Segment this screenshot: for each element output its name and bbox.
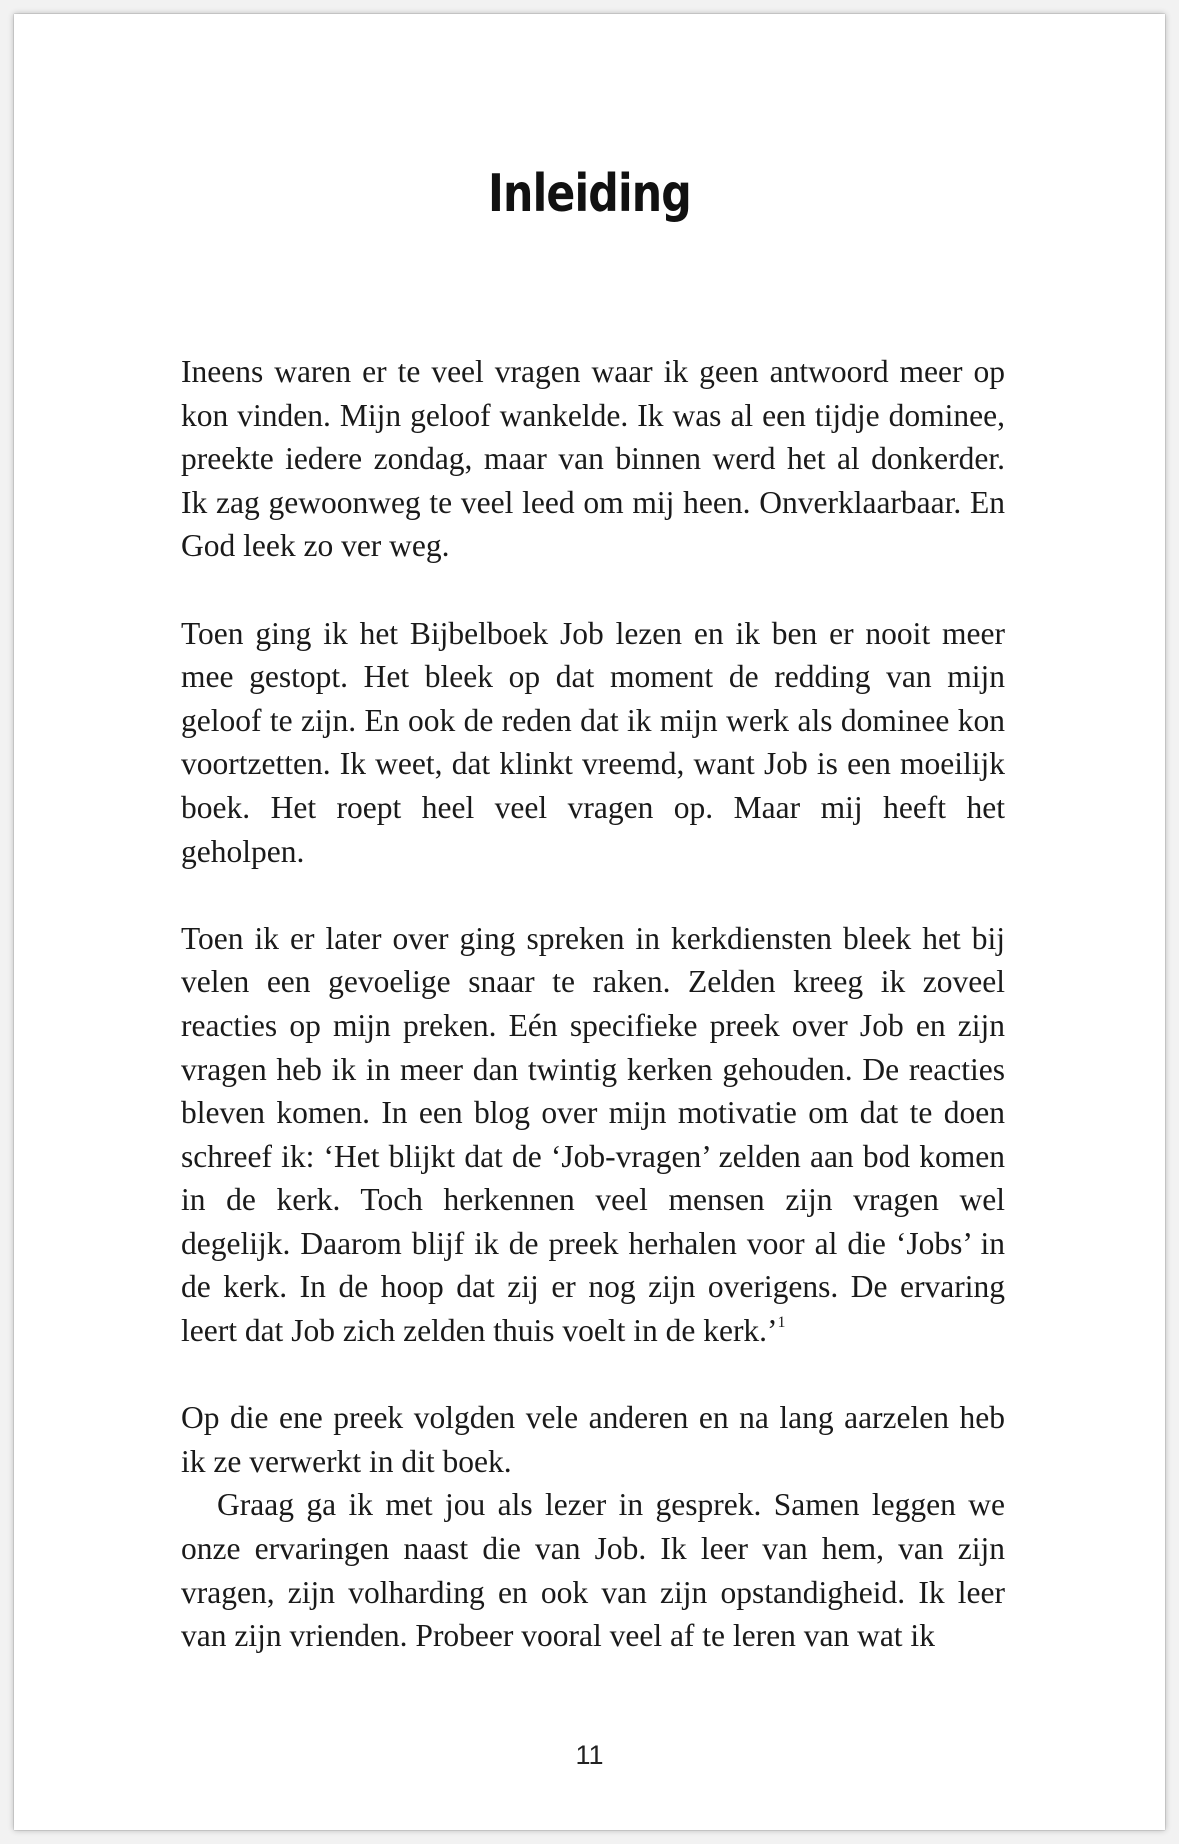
book-page	[14, 14, 1165, 1830]
paragraph-4: Op die ene preek volgden vele anderen en na lang aarzelen heb ik ze verwerkt in dit boek.	[181, 1400, 1005, 1479]
page-number: 11	[575, 1740, 604, 1770]
body-text	[181, 350, 1005, 1658]
paragraph-3-text: Toen ik er later over ging spreken in kerkdiensten bleek het bij velen een gevoelige snaar te raken. Zelden kreeg ik zoveel reacties op mijn preken. Eén specifieke preek over Job en zijn vragen heb ik in meer dan twintig kerken gehouden. De reacties bleven komen. In een blog over mijn motivatie om dat te doen schreef ik: ‘Het blijkt dat de ‘Job-vragen’ zelden aan bod komen in de kerk. Toch herkennen veel mensen zijn vragen wel degelijk. Daarom blijf ik de preek herhalen voor al die ‘Jobs’ in de kerk. In de hoop dat zij er nog zijn overigens. De ervaring leert dat Job zich zelden thuis voelt in de kerk.’	[181, 920, 1005, 1349]
paragraph-3	[181, 917, 1005, 1353]
paragraph-5: Graag ga ik met jou als lezer in gesprek. Samen leggen we onze ervaringen naast die van Job. Ik leer van hem, van zijn vragen, zijn volharding en ook van zijn opstandigheid. Ik leer van zijn vrienden. Probeer vooral veel af te leren van wat ik	[181, 1487, 1005, 1654]
chapter-title: Inleiding	[487, 164, 692, 224]
paragraph-1: Ineens waren er te veel vragen waar ik geen antwoord meer op kon vinden. Mijn geloof wankelde. Ik was al een tijdje dominee, preekte iedere zondag, maar van binnen werd het al donkerder. Ik zag gewoonweg te veel leed om mij heen. Onverklaarbaar. En God leek zo ver weg.	[181, 354, 1005, 564]
paragraph-2: Toen ging ik het Bijbelboek Job lezen en ik ben er nooit meer mee gestopt. Het bleek op dat moment de redding van mijn geloof te zijn. En ook de reden dat ik mijn werk als dominee kon voortzetten. Ik weet, dat klinkt vreemd, want Job is een moeilijk boek. Het roept heel veel vragen op. Maar mij heeft het geholpen.	[181, 615, 1005, 869]
footnote-marker[interactable]: 1	[777, 1314, 786, 1332]
